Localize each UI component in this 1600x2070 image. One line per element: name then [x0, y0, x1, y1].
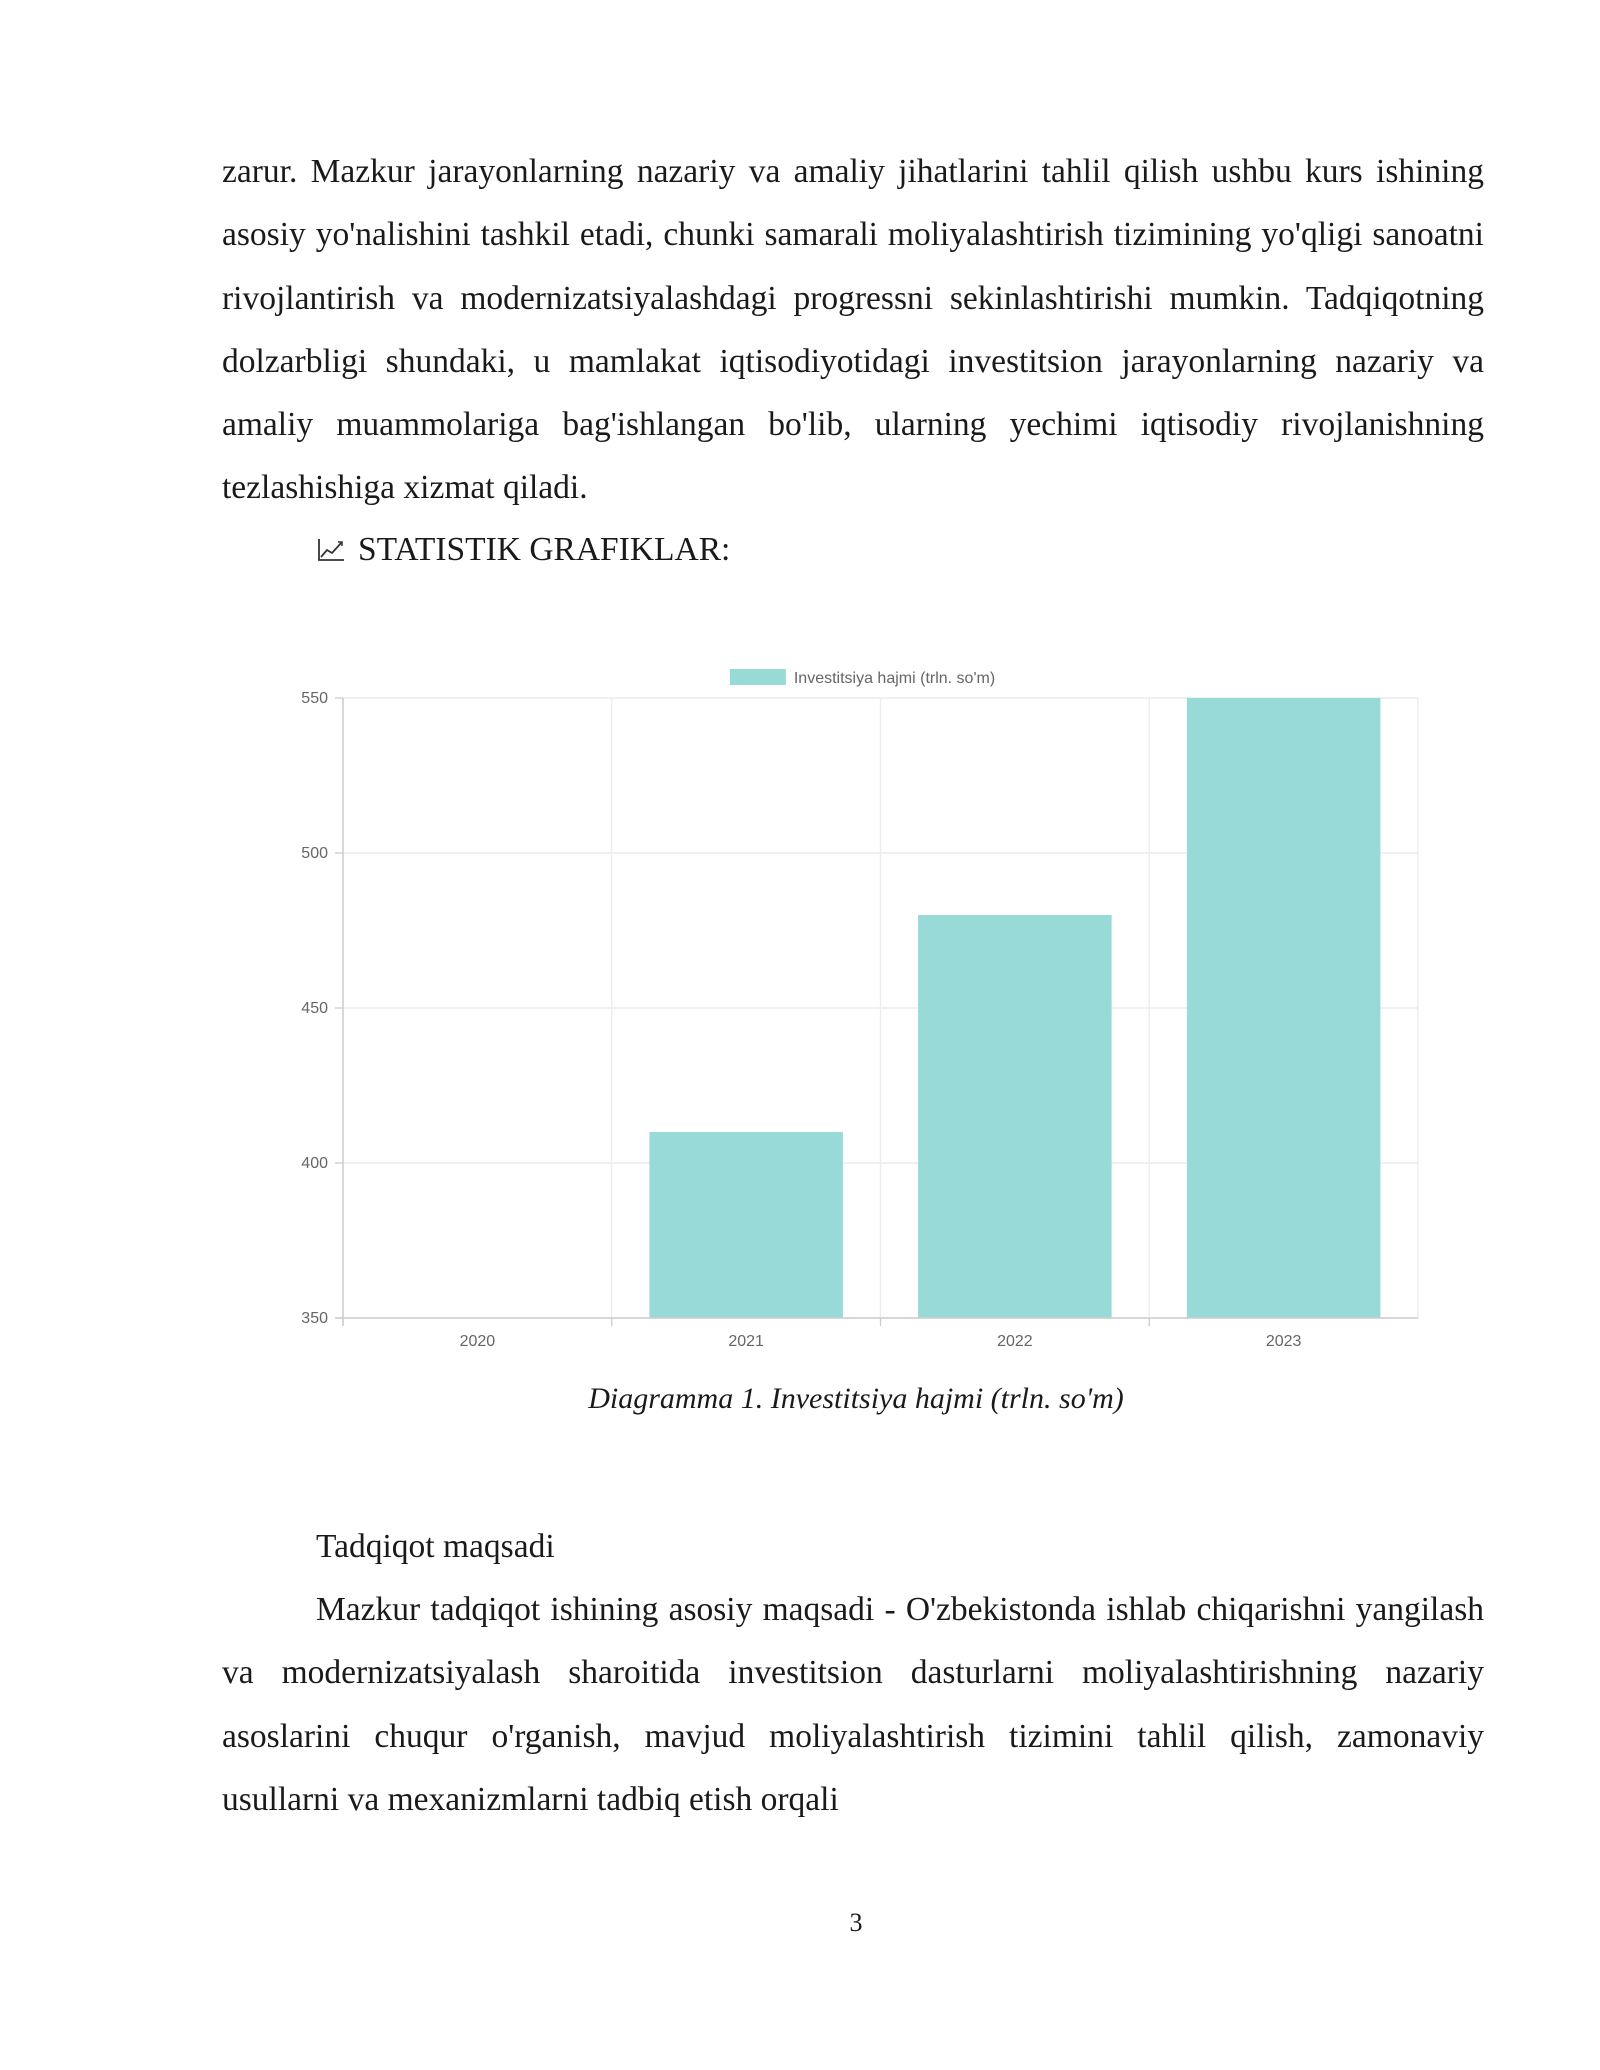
legend-label: Investitsiya hajmi (trln. so'm) [793, 670, 996, 687]
x-tick-label: 2023 [1265, 1333, 1302, 1350]
y-tick-label: 350 [301, 1310, 328, 1327]
y-tick-label: 550 [301, 690, 328, 707]
y-tick-label: 450 [301, 1000, 328, 1017]
body-paragraph: zarur. Mazkur jarayonlarning nazariy va amaliy jihatlarini tahlil qilish ushbu kurs ishining asosiy yo'nalishini tashkil etadi, chunki samarali moliyalashtirish tizimining yo'qligi sanoatni rivojlantirish va modernizatsiyalashdagi progressni sekinlashtirishi mumkin. Tadqiqotning dolzarbligi shundaki, u mamlakat iqtisodiyotidagi investitsion jarayonlarning nazariy va amaliy muammolariga bag'ishlangan bo'lib, ularning yechimi iqtisodiy rivojlanishning tezlashishiga xizmat qiladi. [222, 153, 1484, 507]
x-tick-label: 2022 [997, 1333, 1033, 1350]
page-number: 3 [849, 1908, 863, 1937]
chart-increasing-icon [316, 537, 346, 563]
legend-swatch [730, 669, 786, 685]
figure-caption: Diagramma 1. Investitsiya hajmi (trln. so'm) [588, 1382, 1124, 1415]
bar [649, 1132, 843, 1318]
sub-heading: Tadqiqot maqsadi [316, 1528, 555, 1565]
body-paragraph-2: Mazkur tadqiqot ishining asosiy maqsadi - O'zbekistonda ishlab chiqarishni yangilash va modernizatsiyalash sharoitida investitsion dasturlarni moliyalashtirishning nazariy asoslarini chuqur o'rganish, mavjud moliyalashtirish tizimini tahlil qilish, zamonaviy usullarni va mexanizmlarni tadbiq etish orqali [222, 1591, 1484, 1818]
section-heading [316, 518, 730, 581]
x-tick-label: 2021 [728, 1333, 764, 1350]
y-tick-label: 500 [301, 845, 328, 862]
y-tick-label: 400 [301, 1155, 328, 1172]
section-heading-text: STATISTIK GRAFIKLAR: [358, 531, 731, 568]
x-tick-label: 2020 [459, 1333, 496, 1350]
bar [918, 915, 1112, 1318]
bar [1187, 698, 1381, 1318]
